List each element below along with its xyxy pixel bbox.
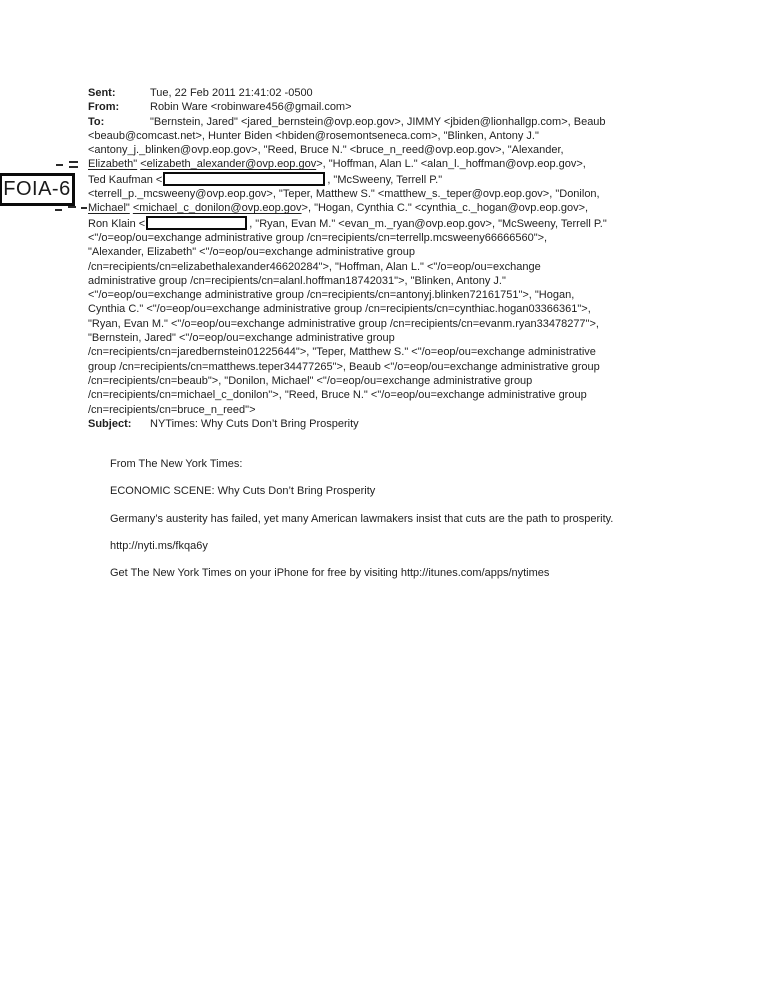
recipient-text: "Alexander, Elizabeth" <"/o=eop/ou=exchange administrative group [88,246,415,259]
body-paragraph: Get The New York Times on your iPhone for free by visiting http://itunes.com/apps/nytimes [110,567,550,580]
recipient-text: administrative group /cn=recipients/cn=alanl.hoffman18742031">, "Blinken, Antony J." [88,274,506,287]
from-value: Robin Ware <robinware456@gmail.com> [150,101,352,114]
to-line [88,260,704,274]
to-line [88,345,704,359]
to-line [88,403,704,417]
underlined-recipient-text: <michael_c_donilon@ovp.eop.gov [132,202,302,215]
foia-exemption-box [0,173,75,206]
body-paragraph: http://nyti.ms/fkqa6y [110,540,208,553]
recipient-text: >, "Hoffman, Alan L." <alan_l._hoffman@ovp.eop.gov>, [316,158,586,171]
underlined-recipient-text: <elizabeth_alexander@ovp.eop.gov [140,158,317,171]
to-line [88,302,704,316]
to-line [88,129,704,143]
recipient-text: <beaub@comcast.net>, Hunter Biden <hbiden@rosemontseneca.com>, "Blinken, Antony J." [88,129,539,142]
recipient-text: Cynthia C." <"/o=eop/ou=exchange administrative group /cn=recipients/cn=cynthiac.hogan03366361">, [88,303,591,316]
recipient-text: <antony_j._blinken@ovp.eop.gov>, "Reed, Bruce N." <bruce_n_reed@ovp.eop.gov>, "Alexander, [88,144,564,157]
recipient-text: , "McSweeny, Terrell P." [327,173,443,186]
to-line [88,288,704,302]
to-line [88,374,704,388]
underlined-recipient-text: Michael" [88,202,130,215]
body-paragraph: Germany’s austerity has failed, yet many American lawmakers insist that cuts are the path to prosperity. [110,512,614,525]
body-paragraph: ECONOMIC SCENE: Why Cuts Don’t Bring Prosperity [110,485,376,498]
email-content [88,86,704,594]
recipient-text: <terrell_p._mcsweeny@ovp.eop.gov>, "Teper, Matthew S." <matthew_s._teper@ovp.eop.gov>, "Donilon, [88,188,600,201]
to-line [88,157,704,171]
to-label: To: [88,115,105,128]
recipient-text: "Bernstein, Jared" <"/o=eop/ou=exchange administrative group [88,332,395,345]
recipient-text: /cn=recipients/cn=elizabethalexander46620284">, "Hoffman, Alan L." <"/o=eop/ou=exchange [88,260,541,273]
annotation-dash [68,206,76,208]
recipient-text: /cn=recipients/cn=michael_c_donilon">, "Reed, Bruce N." <"/o=eop/ou=exchange administrative group [88,389,587,402]
body-paragraph: From The New York Times: [110,458,243,471]
underlined-recipient-text: Elizabeth" [88,158,138,171]
to-line [88,388,704,402]
annotation-dash [69,161,78,163]
to-line [88,245,704,259]
annotation-dash [69,166,78,168]
annotation-dash [56,164,63,166]
to-line [88,172,704,187]
annotation-dash [81,207,87,209]
recipient-text: >, "Hogan, Cynthia C." <cynthia_c._hogan@ovp.eop.gov>, [301,202,589,215]
annotation-dash [55,209,62,211]
recipient-text: , "Ryan, Evan M." <evan_m._ryan@ovp.eop.gov>, "McSweeny, Terrell P." [249,217,607,230]
to-line [88,143,704,157]
to-line [88,187,704,201]
from-label: From: [88,101,120,114]
recipient-text: /cn=recipients/cn=bruce_n_reed"> [88,403,256,416]
header-to [88,115,704,417]
recipient-text: <"/o=eop/ou=exchange administrative group /cn=recipients/cn=antonyj.blinken72161751">, "Hogan, [88,289,575,302]
recipient-text: "Ryan, Evan M." <"/o=eop/ou=exchange administrative group /cn=recipients/cn=evanm.ryan33478277">, [88,317,599,330]
to-line [88,360,704,374]
to-line [88,231,704,245]
recipient-text: <"/o=eop/ou=exchange administrative group /cn=recipients/cn=terrellp.mcsweeny66666560">, [88,231,548,244]
header-subject [88,417,704,431]
recipient-text: "Bernstein, Jared" <jared_bernstein@ovp.eop.gov>, JIMMY <jbiden@lionhallgp.com>, Beaub [150,115,606,128]
to-line [88,115,704,129]
recipient-text: /cn=recipients/cn=beaub">, "Donilon, Michael" <"/o=eop/ou=exchange administrative group [88,374,533,387]
to-line [88,317,704,331]
email-body [88,457,640,580]
recipient-text: Ron Klain < [88,217,146,230]
recipient-text: Ted Kaufman < [88,173,163,186]
to-line [88,331,704,345]
to-line [88,201,704,215]
recipient-text: group /cn=recipients/cn=matthews.teper34477265">, Beaub <"/o=eop/ou=exchange administrative group [88,360,600,373]
recipient-text: /cn=recipients/cn=jaredbernstein01225644">, "Teper, Matthew S." <"/o=eop/ou=exchange administrative [88,346,596,359]
sent-value: Tue, 22 Feb 2011 21:41:02 -0500 [150,87,313,99]
redaction-box [146,216,247,230]
header-sent [88,86,704,100]
to-line [88,274,704,288]
to-line [88,216,704,231]
foia-exemption-label: FOIA-6 [3,178,71,201]
sent-label: Sent: [88,87,116,99]
redaction-box [163,172,325,186]
header-from [88,100,704,114]
subject-label: Subject: [88,417,132,430]
subject-value: NYTimes: Why Cuts Don’t Bring Prosperity [150,417,359,430]
